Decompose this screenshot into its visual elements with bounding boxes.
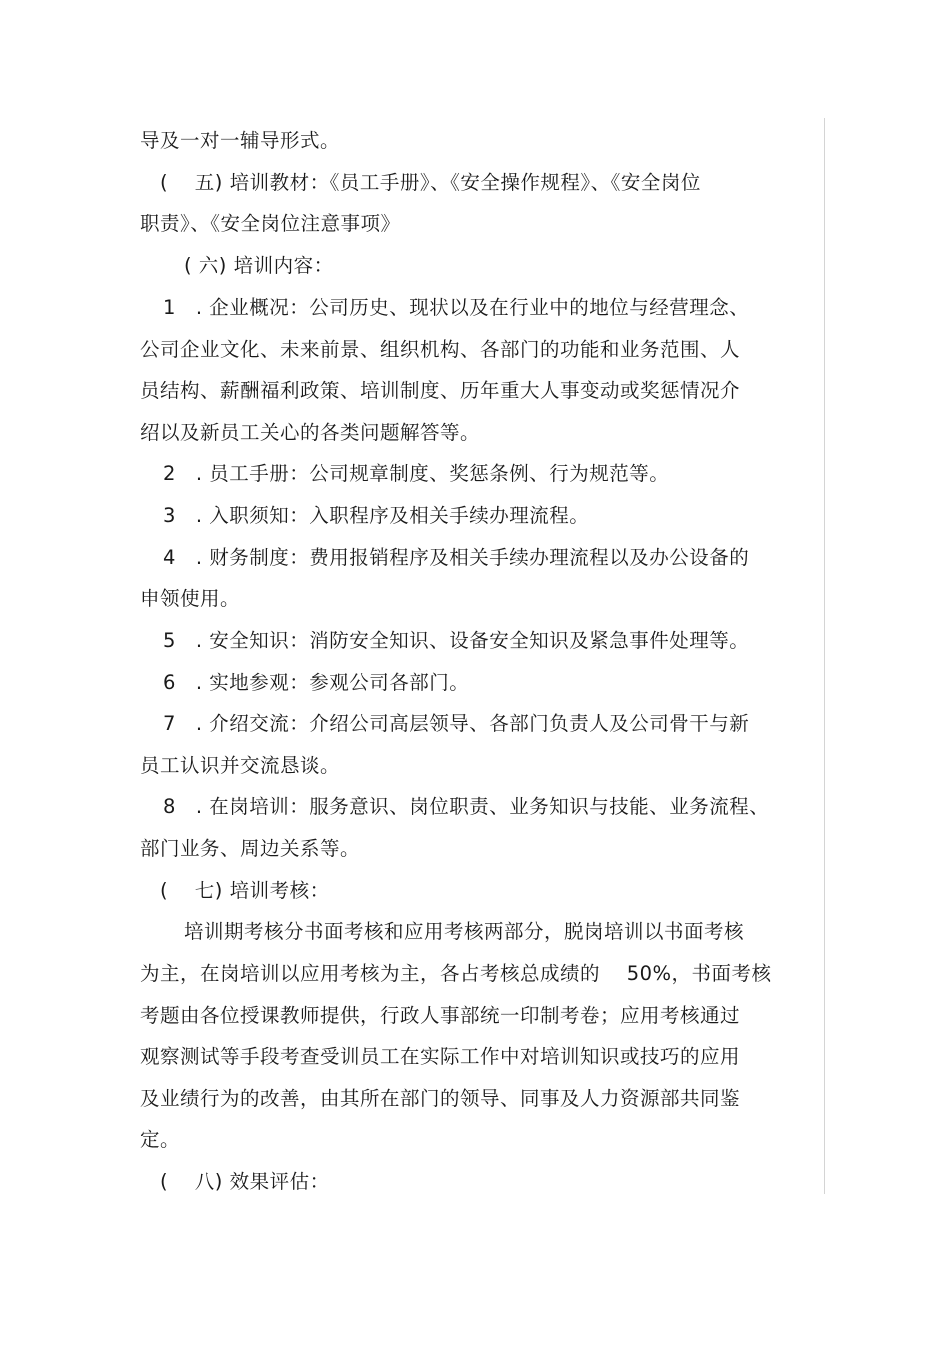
text-line: 申领使用。 bbox=[140, 587, 241, 610]
list-item-5: 5 . 安全知识：消防安全知识、设备安全知识及紧急事件处理等。 bbox=[163, 629, 750, 652]
list-item-6: 6 . 实地参观：参观公司各部门。 bbox=[163, 671, 470, 694]
paragraph-line: 为主，在岗培训以应用考核为主，各占考核总成绩的 50%，书面考核 bbox=[140, 962, 772, 985]
list-item-2: 2 . 员工手册：公司规章制度、奖惩条例、行为规范等。 bbox=[163, 462, 670, 485]
text-line: 员工认识并交流恳谈。 bbox=[140, 754, 341, 777]
section-heading-content: ( 六) 培训内容： bbox=[184, 254, 334, 277]
section-heading-materials: ( 五) 培训教材：《员工手册》、《安全操作规程》、《安全岗位 bbox=[160, 171, 701, 194]
list-item-1: 1 . 企业概况：公司历史、现状以及在行业中的地位与经营理念、 bbox=[163, 296, 750, 319]
paragraph-line: 观察测试等手段考查受训员工在实际工作中对培训知识或技巧的应用 bbox=[140, 1045, 741, 1068]
section-heading-evaluation: ( 八) 效果评估： bbox=[160, 1170, 330, 1193]
section-heading-assessment: ( 七) 培训考核： bbox=[160, 879, 330, 902]
list-item-8: 8 . 在岗培训：服务意识、岗位职责、业务知识与技能、业务流程、 bbox=[163, 795, 770, 818]
list-item-3: 3 . 入职须知：入职程序及相关手续办理流程。 bbox=[163, 504, 590, 527]
paragraph-line: 考题由各位授课教师提供，行政人事部统一印制考卷；应用考核通过 bbox=[140, 1004, 741, 1027]
text-line: 绍以及新员工关心的各类问题解答等。 bbox=[140, 421, 481, 444]
paragraph-line: 定。 bbox=[140, 1128, 181, 1151]
paragraph-line: 及业绩行为的改善，由其所在部门的领导、同事及人力资源部共同鉴 bbox=[140, 1087, 741, 1110]
text-line: 职责》、《安全岗位注意事项》 bbox=[140, 212, 401, 235]
text-line: 公司企业文化、未来前景、组织机构、各部门的功能和业务范围、人 bbox=[140, 338, 741, 361]
text-line: 员结构、薪酬福利政策、培训制度、历年重大人事变动或奖惩情况介 bbox=[140, 379, 741, 402]
text-line: 部门业务、周边关系等。 bbox=[140, 837, 361, 860]
text-line: 导及一对一辅导形式。 bbox=[140, 129, 341, 152]
list-item-4: 4 . 财务制度：费用报销程序及相关手续办理流程以及办公设备的 bbox=[163, 546, 750, 569]
list-item-7: 7 . 介绍交流：介绍公司高层领导、各部门负责人及公司骨干与新 bbox=[163, 712, 750, 735]
page-edge-line bbox=[824, 118, 825, 1194]
paragraph-line: 培训期考核分书面考核和应用考核两部分，脱岗培训以书面考核 bbox=[184, 920, 745, 943]
